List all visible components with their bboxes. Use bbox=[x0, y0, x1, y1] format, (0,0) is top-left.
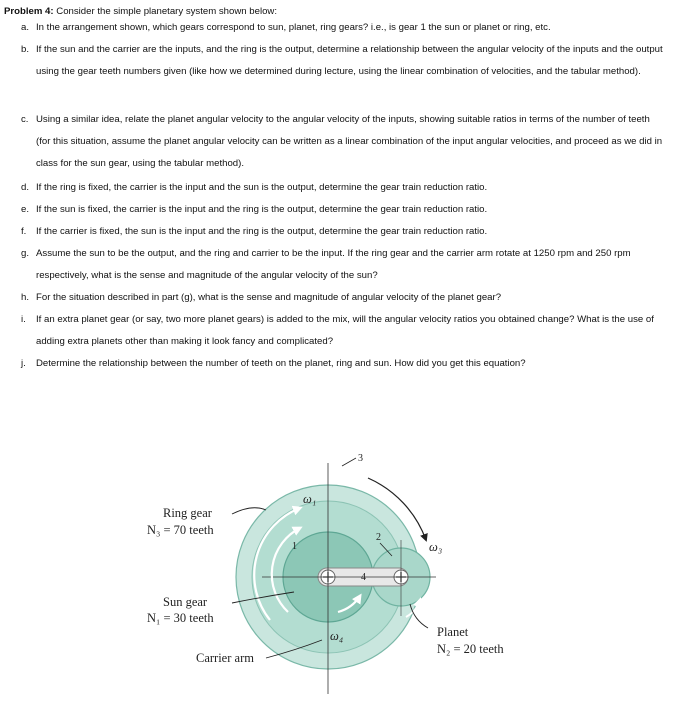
item-text: If the carrier is fixed, the sun is the input and the ring is the output, determine the gear train reduction ratio. bbox=[36, 226, 488, 237]
item-marker: c. bbox=[21, 114, 29, 125]
planet-teeth: N₂ = 20 teeth bbox=[437, 642, 504, 656]
item-marker: a. bbox=[21, 22, 30, 33]
item-text: Determine the relationship between the number of teeth on the planet, ring and sun. How did you get this equation? bbox=[36, 358, 526, 369]
leader-3 bbox=[342, 458, 356, 466]
item-marker: b. bbox=[21, 44, 30, 55]
ring-gear-label: Ring gear bbox=[163, 506, 212, 520]
omega1-label: ω₁ bbox=[303, 492, 317, 506]
item-text: If an extra planet gear (or say, two more planet gears) is added to the mix, will the angular velocity ratios you obtained change? What is the use of adding extra planets other than making it look fancy and complicated? bbox=[36, 314, 654, 347]
item-text: Assume the sun to be the output, and the ring and carrier to be the input. If the ring gear and the carrier arm rotate at 1250 rpm and 250 rpm respectively, what is the sense and magnitude of the angular velocity of the sun? bbox=[36, 248, 631, 281]
item-text: In the arrangement shown, which gears correspond to sun, planet, ring gears? i.e., is gear 1 the sun or planet or ring, etc. bbox=[36, 22, 551, 33]
gear-number-1: 1 bbox=[292, 541, 297, 552]
item-text: For the situation described in part (g), what is the sense and magnitude of angular velocity of the planet gear? bbox=[36, 292, 502, 303]
item-text: If the sun and the carrier are the inputs, and the ring is the output, determine a relationship between the angular velocity of the inputs and the output using the gear teeth numbers given (like how we determined during lecture, using the linear combination of velocities, and the tabular method). bbox=[36, 44, 663, 77]
ring-leader bbox=[232, 508, 266, 514]
sun-gear-label: Sun gear bbox=[163, 595, 208, 609]
omega4-label: ω₄ bbox=[330, 629, 344, 643]
item-marker: j. bbox=[21, 358, 26, 369]
problem-label: Problem 4: bbox=[4, 6, 54, 17]
item-marker: i. bbox=[21, 314, 26, 325]
item-marker: e. bbox=[21, 204, 30, 215]
omega3-label: ω₃ bbox=[429, 540, 443, 554]
gear-number-4: 4 bbox=[361, 572, 366, 583]
carrier-arm-label: Carrier arm bbox=[196, 651, 254, 665]
gear-number-3: 3 bbox=[358, 453, 363, 464]
item-text: If the ring is fixed, the carrier is the input and the sun is the output, determine the gear train reduction ratio. bbox=[36, 182, 488, 193]
item-marker: h. bbox=[21, 292, 30, 303]
item-marker: f. bbox=[21, 226, 27, 237]
item-marker: d. bbox=[21, 182, 30, 193]
sun-gear-teeth: N₁ = 30 teeth bbox=[147, 611, 214, 625]
item-marker: g. bbox=[21, 248, 30, 259]
problem-intro: Consider the simple planetary system shown below: bbox=[53, 6, 278, 17]
ring-gear-teeth: N₃ = 70 teeth bbox=[147, 523, 214, 537]
item-text: If the sun is fixed, the carrier is the input and the ring is the output, determine the gear train reduction ratio. bbox=[36, 204, 488, 215]
item-text: Using a similar idea, relate the planet angular velocity to the angular velocity of the inputs, showing suitable ratios in terms of the number of teeth (for this situation, assume the planet angular velocity can be written as a linear combination of the input angular velocities, and proceed as we did in class for the sun gear, using the tabular method). bbox=[36, 114, 663, 169]
gear-number-2: 2 bbox=[376, 532, 381, 543]
planet-label: Planet bbox=[437, 625, 469, 639]
